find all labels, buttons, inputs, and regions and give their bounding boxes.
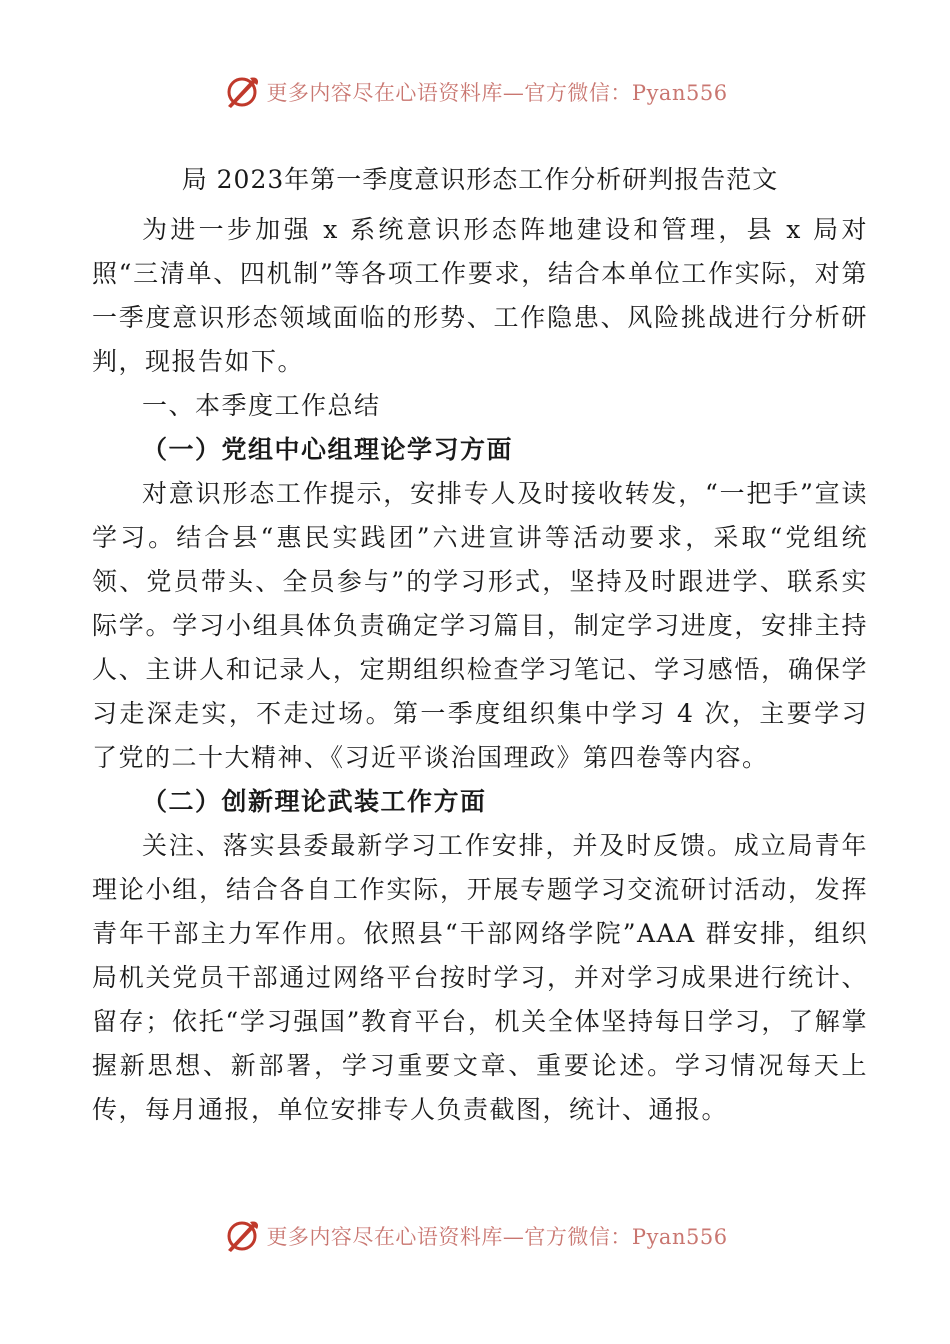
section-heading-1: 一、本季度工作总结 (142, 391, 381, 420)
quill-logo-icon (222, 72, 262, 112)
subsection-heading-2: （二）创新理论武装工作方面 (142, 787, 487, 816)
document-body (92, 152, 868, 1132)
header-watermark (0, 72, 950, 112)
subsection-body-2: 关注、落实县委最新学习工作安排，并及时反馈。成立局青年理论小组，结合各自工作实际，开展专题学习交流研讨活动，发挥青年干部主力军作用。依照县“干部网络学院”AAA 群安排，组织局机关党员干部通过网络平台按时学习，并对学习成果进行统计、留存；依托“学习强国”教育平台，机关全体坚持每日学习，了解掌握新思想、新部署，学习重要文章、重要论述。学习情况每天上传，每月通报，单位安排专人负责截图，统计、通报。 (92, 831, 868, 1124)
intro-paragraph: 为进一步加强 x 系统意识形态阵地建设和管理，县 x 局对照“三清单、四机制”等各项工作要求，结合本单位工作实际，对第一季度意识形态领域面临的形势、工作隐患、风险挑战进行分析研判，现报告如下。 (92, 215, 868, 376)
subsection-heading-1: （一）党组中心组理论学习方面 (142, 435, 514, 464)
watermark-text: 更多内容尽在心语资料库—官方微信：Pyan556 (266, 1225, 728, 1249)
document-title: 局 2023年第一季度意识形态工作分析研判报告范文 (181, 165, 779, 194)
subsection-body-1: 对意识形态工作提示，安排专人及时接收转发，“一把手”宣读学习。结合县“惠民实践团”六进宣讲等活动要求，采取“党组统领、党员带头、全员参与”的学习形式，坚持及时跟进学、联系实际学。学习小组具体负责确定学习篇目，制定学习进度，安排主持人、主讲人和记录人，定期组织检查学习笔记、学习感悟，确保学习走深走实，不走过场。第一季度组织集中学习 4 次，主要学习了党的二十大精神、《习近平谈治国理政》第四卷等内容。 (92, 479, 868, 772)
footer-watermark (0, 1216, 950, 1256)
quill-logo-icon (222, 1216, 262, 1256)
watermark-text: 更多内容尽在心语资料库—官方微信：Pyan556 (266, 81, 728, 105)
